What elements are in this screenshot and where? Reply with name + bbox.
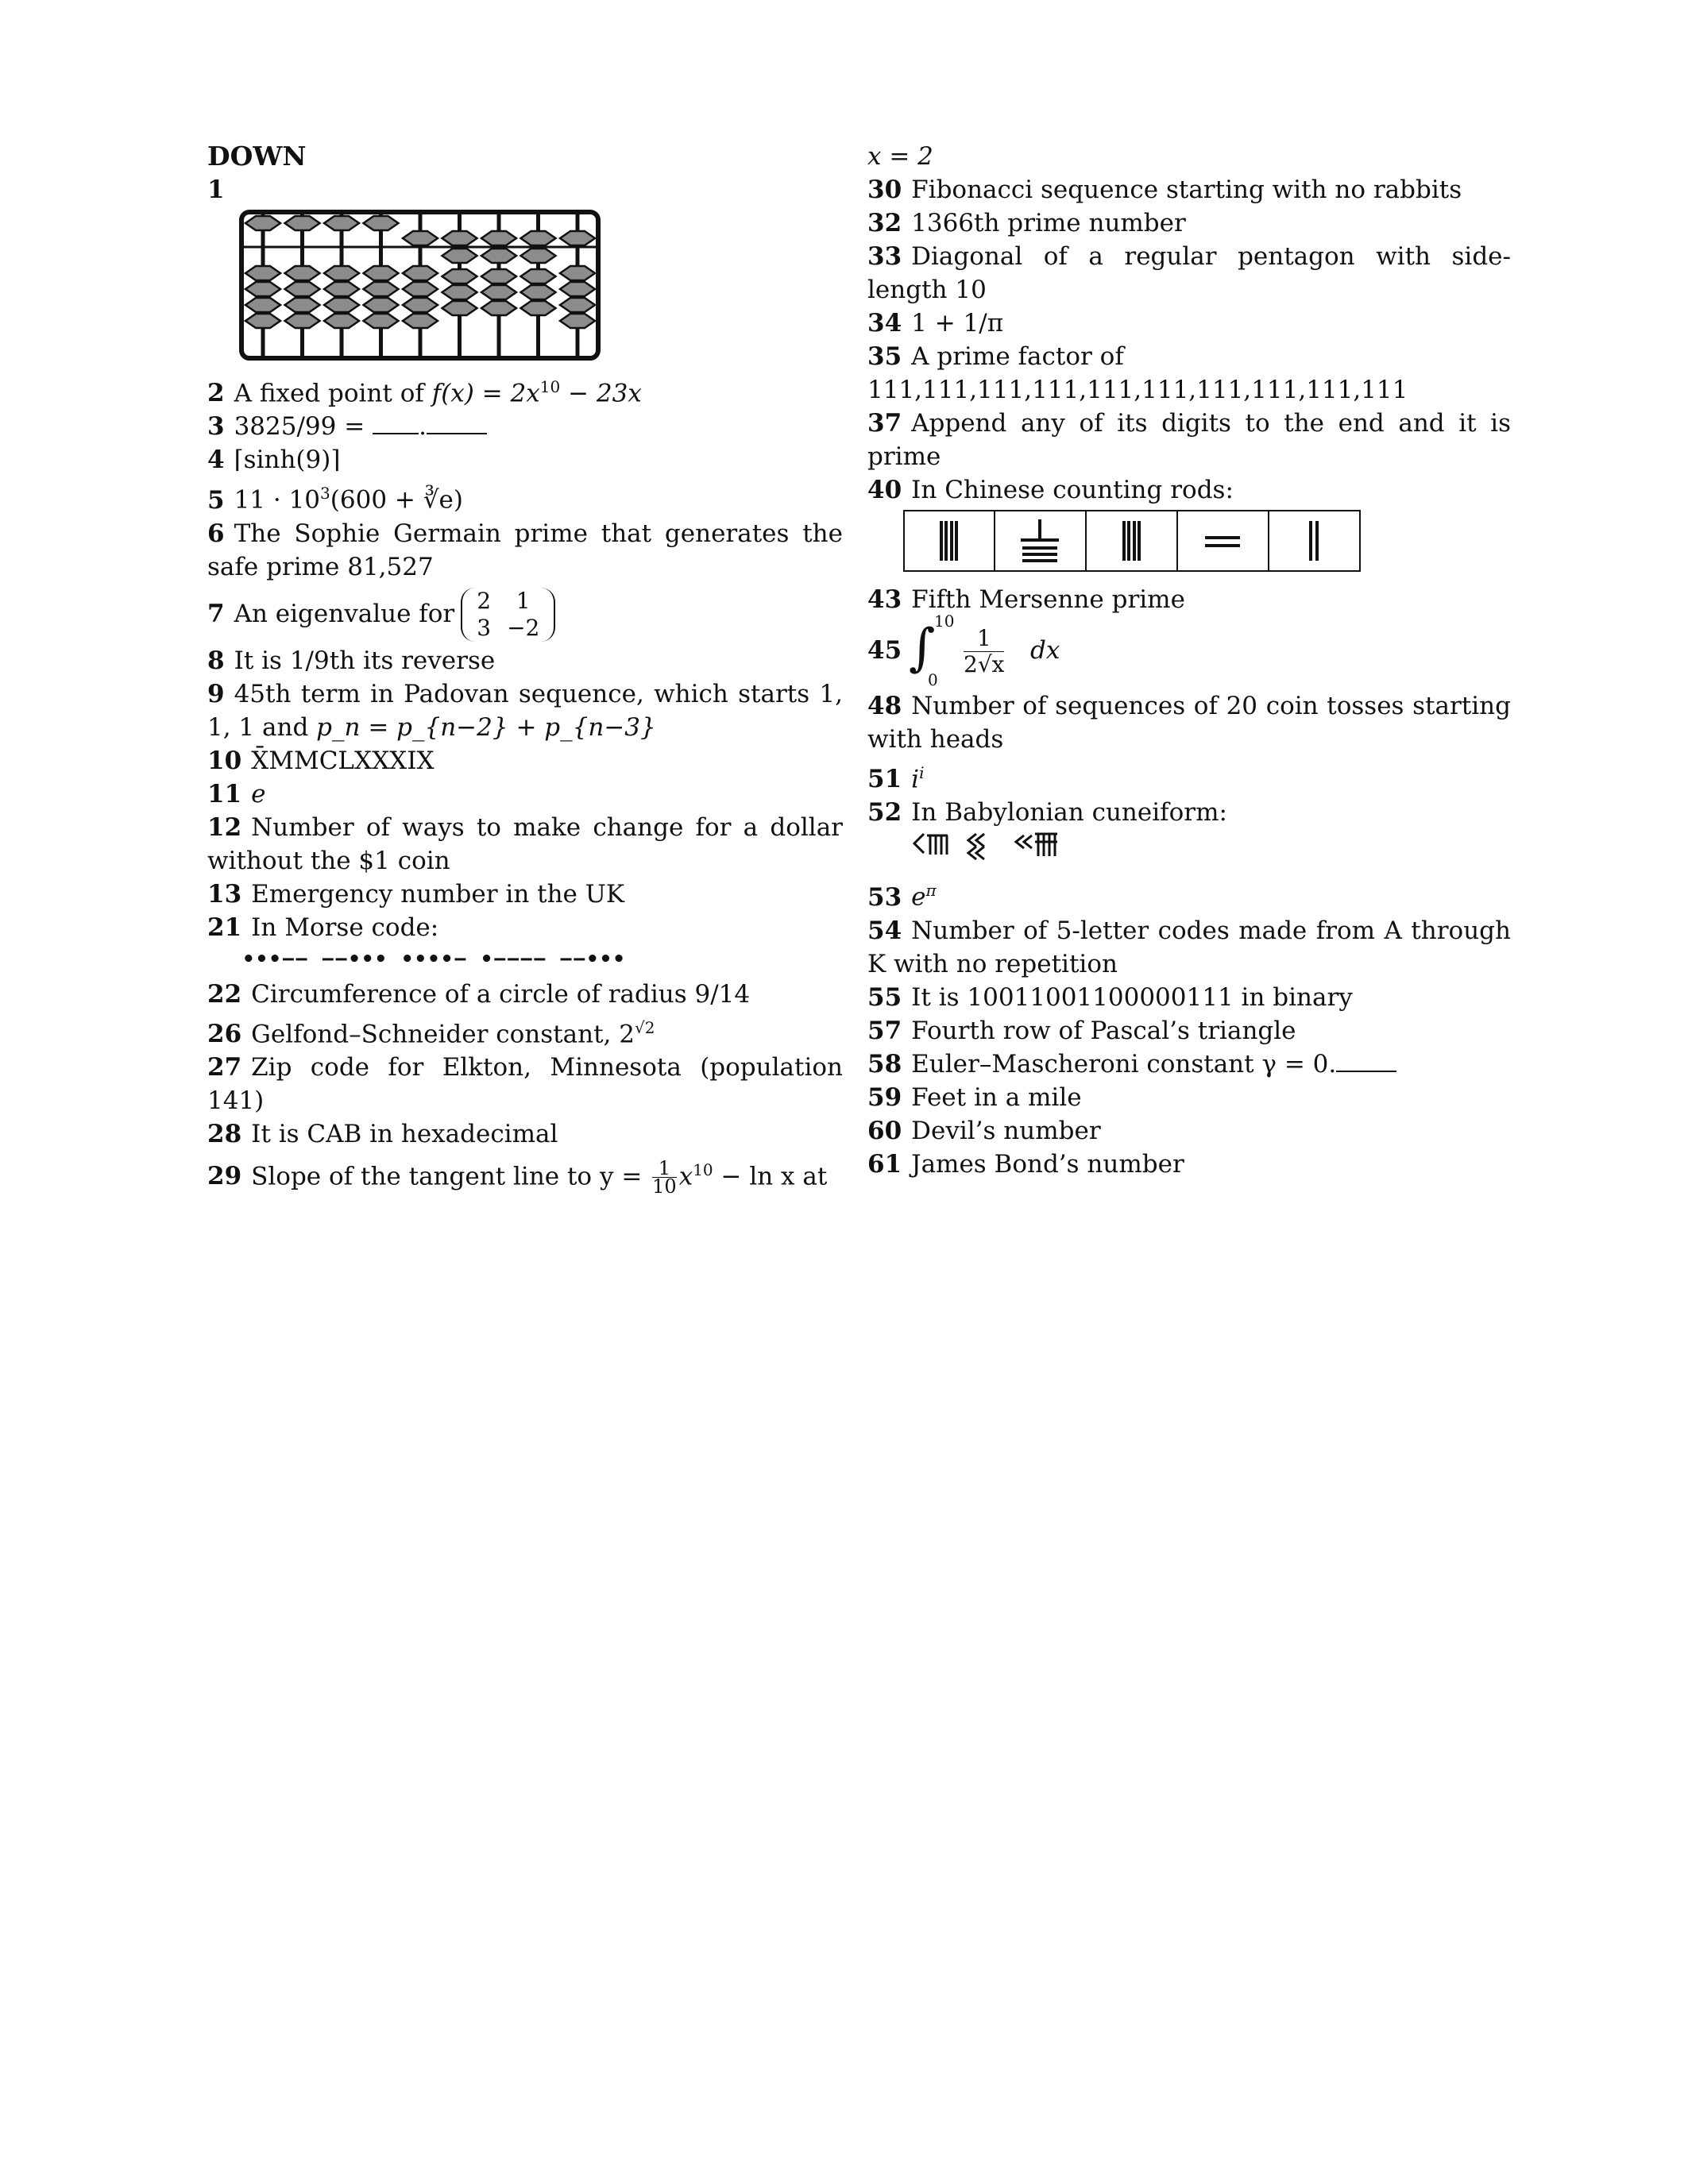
clue-text: Append any of its digits to the end and it is prime <box>867 409 1511 471</box>
clue-text: A prime factor of <box>911 342 1124 371</box>
clue-number: 7 <box>207 599 225 628</box>
clue-35 <box>867 340 1511 407</box>
clue-text: Gelfond–Schneider constant, 2 <box>251 1019 635 1048</box>
clue-text: Fourth row of Pascal’s triangle <box>911 1016 1296 1045</box>
exponent: √2 <box>634 1017 655 1037</box>
clue-math: f(x) = 2x <box>431 379 540 408</box>
right-column <box>867 140 1511 1181</box>
clue-30 <box>867 173 1511 206</box>
section-heading: DOWN <box>207 141 307 172</box>
matrix <box>461 588 555 642</box>
clue-text: It is CAB in hexadecimal <box>251 1119 558 1148</box>
clue-21 <box>207 911 843 944</box>
clue-number: 30 <box>867 176 902 204</box>
cuneiform-figure <box>911 829 1511 867</box>
clue-text: Number of sequences of 20 coin tosses starting with heads <box>867 692 1511 754</box>
clue-number: 51 <box>867 765 902 794</box>
matrix-entry: 3 <box>477 615 492 642</box>
babylonian-cuneiform <box>911 829 1086 864</box>
matrix-entry: 1 <box>516 588 531 615</box>
clue-text: 3825/99 = <box>234 412 365 442</box>
clue-number: 48 <box>867 692 902 720</box>
clue-text: Zip code for Elkton, Minnesota (population 141) <box>207 1052 843 1115</box>
clue-number: 10 <box>207 746 242 775</box>
clue-29 <box>207 1151 843 1198</box>
clue-number: 60 <box>867 1116 902 1145</box>
exponent: 10 <box>693 1160 713 1179</box>
clue-number: 3 <box>207 412 225 442</box>
clue-60 <box>867 1114 1511 1148</box>
clue-text: Fibonacci sequence starting with no rabbits <box>911 176 1462 204</box>
clue-text: In Babylonian cuneiform: <box>911 798 1227 828</box>
clue-number: 54 <box>867 916 902 945</box>
clue-math: i <box>911 765 920 794</box>
clue-text: Emergency number in the UK <box>251 879 625 909</box>
clue-4 <box>207 443 843 477</box>
clue-number: 35 <box>867 342 902 371</box>
clue-number: 13 <box>207 879 242 909</box>
clue-number: 26 <box>207 1019 242 1048</box>
clue-43 <box>867 583 1511 616</box>
counting-rods-figure <box>903 510 1511 577</box>
clue-number: 9 <box>207 679 225 708</box>
clue-55 <box>867 981 1511 1014</box>
clue-math-tail: − 23x <box>560 379 642 408</box>
clue-text: 111,111,111,111,111,111,111,111,111,111 <box>867 376 1408 404</box>
clue-22 <box>207 978 843 1011</box>
clue-number: 57 <box>867 1016 902 1045</box>
clue-58 <box>867 1048 1511 1081</box>
exponent: 10 <box>539 377 561 396</box>
clue-33 <box>867 240 1511 307</box>
clue-number: 43 <box>867 585 902 614</box>
counting-rods <box>903 510 1361 573</box>
clue-text: In Morse code: <box>251 913 439 942</box>
clue-math: x <box>678 1162 693 1191</box>
clue-text: A fixed point of <box>234 379 432 408</box>
clue-number: 59 <box>867 1082 902 1112</box>
integral-sign: ∫ <box>909 619 936 677</box>
clue-text: Euler–Mascheroni constant γ = 0. <box>911 1049 1337 1078</box>
clue-48 <box>867 689 1511 756</box>
clue-32 <box>867 206 1511 240</box>
matrix-entry: −2 <box>507 615 540 642</box>
clue-number: 52 <box>867 798 902 828</box>
clue-number: 27 <box>207 1052 242 1082</box>
clue-13 <box>207 878 843 911</box>
clue-61 <box>867 1148 1511 1181</box>
clue-27 <box>207 1051 843 1117</box>
clue-text: Diagonal of a regular pentagon with side-length 10 <box>867 242 1511 304</box>
clue-number: 28 <box>207 1119 242 1148</box>
clue-number: 2 <box>207 379 225 408</box>
clue-text: It is 1/9th its reverse <box>234 646 496 675</box>
clue-number: 40 <box>867 476 902 504</box>
clue-29-continued: x = 2 <box>867 142 933 171</box>
clue-text: James Bond’s number <box>911 1149 1184 1179</box>
fraction <box>964 626 1004 677</box>
clue-number: 33 <box>867 242 902 271</box>
clue-57 <box>867 1014 1511 1048</box>
differential: dx <box>1030 636 1060 665</box>
clue-text: Number of ways to make change for a dollar without the $1 coin <box>207 812 843 875</box>
clue-1 <box>207 173 843 206</box>
clue-34 <box>867 307 1511 340</box>
clue-math-tail: (600 + ∛e) <box>330 485 463 515</box>
clue-number: 37 <box>867 409 902 438</box>
clue-12 <box>207 811 843 878</box>
clue-text: Feet in a mile <box>911 1082 1082 1112</box>
clue-40 <box>867 473 1511 507</box>
clue-number: 5 <box>207 485 225 515</box>
clue-54 <box>867 914 1511 981</box>
answer-blank <box>373 414 419 434</box>
clue-52 <box>867 796 1511 829</box>
clue-text: Slope of the tangent line to y = <box>251 1162 643 1191</box>
clue-number: 61 <box>867 1149 902 1179</box>
clue-26 <box>207 1011 843 1051</box>
answer-blank <box>1336 1051 1396 1072</box>
clue-45 <box>867 612 1511 689</box>
clue-text: Devil’s number <box>911 1116 1101 1145</box>
clue-number: 4 <box>207 446 225 475</box>
clue-text: In Chinese counting rods: <box>911 476 1234 504</box>
answer-blank <box>427 414 487 434</box>
denominator: 10 <box>652 1175 677 1198</box>
clue-number: 1 <box>207 176 225 204</box>
clue-number: 55 <box>867 982 902 1012</box>
integral-lower-limit: 0 <box>928 670 938 689</box>
clue-2 <box>207 370 843 410</box>
exponent: π <box>925 881 937 901</box>
clue-math: p_n = p_{n−2} + p_{n−3} <box>316 712 656 742</box>
matrix-entry: 2 <box>477 588 492 615</box>
clue-text: The Sophie Germain prime that generates the safe prime 81,527 <box>207 519 843 581</box>
clue-math: e <box>911 882 926 912</box>
clue-text: Fifth Mersenne prime <box>911 585 1185 614</box>
numerator: 1 <box>964 626 1004 652</box>
clue-text: 1 + 1/π <box>911 309 1004 338</box>
clue-number: 45 <box>867 636 902 665</box>
clue-7 <box>207 584 843 644</box>
clue-number: 21 <box>207 913 242 942</box>
denominator: 2√x <box>964 651 1005 677</box>
numerator: 1 <box>652 1160 677 1178</box>
exponent: i <box>919 763 925 782</box>
morse-code: •••−− −−••• ••••− •−−−− −−••• <box>242 947 626 971</box>
clue-51 <box>867 756 1511 796</box>
clue-53 <box>867 874 1511 913</box>
clue-number: 58 <box>867 1049 902 1078</box>
clue-28 <box>207 1117 843 1151</box>
clue-37 <box>867 407 1511 473</box>
clue-number: 34 <box>867 309 902 338</box>
left-column <box>207 140 843 1198</box>
clue-59 <box>867 1081 1511 1114</box>
fraction <box>652 1157 677 1198</box>
clue-10 <box>207 744 843 778</box>
exponent: 3 <box>320 484 330 504</box>
clue-number: 29 <box>207 1162 242 1191</box>
clue-text: Number of 5-letter codes made from A through K with no repetition <box>867 916 1511 978</box>
clue-text: X̄MMCLXXXIX <box>251 746 435 775</box>
clue-text: 11 · 10 <box>234 485 321 515</box>
clue-number: 12 <box>207 812 242 842</box>
clue-5 <box>207 477 843 516</box>
integral-upper-limit: 10 <box>934 612 955 631</box>
clue-number: 8 <box>207 646 225 675</box>
clue-8 <box>207 644 843 677</box>
clue-number: 32 <box>867 209 902 237</box>
clue-number: 6 <box>207 519 225 548</box>
clue-number: 22 <box>207 979 242 1009</box>
clue-9 <box>207 677 843 744</box>
clue-text: It is 10011001100000111 in binary <box>911 982 1353 1012</box>
clue-math-tail: − ln x at <box>713 1162 828 1191</box>
clue-number: 11 <box>207 779 242 808</box>
clue-text: 45th term in Padovan sequence, which starts 1, 1, 1 and <box>207 679 843 742</box>
clue-6 <box>207 517 843 584</box>
clue-3: 3 3825/99 = . <box>207 410 843 443</box>
clue-text: e <box>251 779 266 808</box>
abacus-figure <box>239 210 843 364</box>
clue-text: Circumference of a circle of radius 9/14 <box>251 979 751 1009</box>
clue-text: An eigenvalue for <box>234 599 455 628</box>
clue-number: 53 <box>867 882 902 912</box>
soroban-abacus <box>239 210 601 361</box>
clue-text: ⌈sinh(9)⌉ <box>234 446 341 475</box>
clue-text: 1366th prime number <box>911 209 1186 237</box>
clue-11 <box>207 778 843 811</box>
